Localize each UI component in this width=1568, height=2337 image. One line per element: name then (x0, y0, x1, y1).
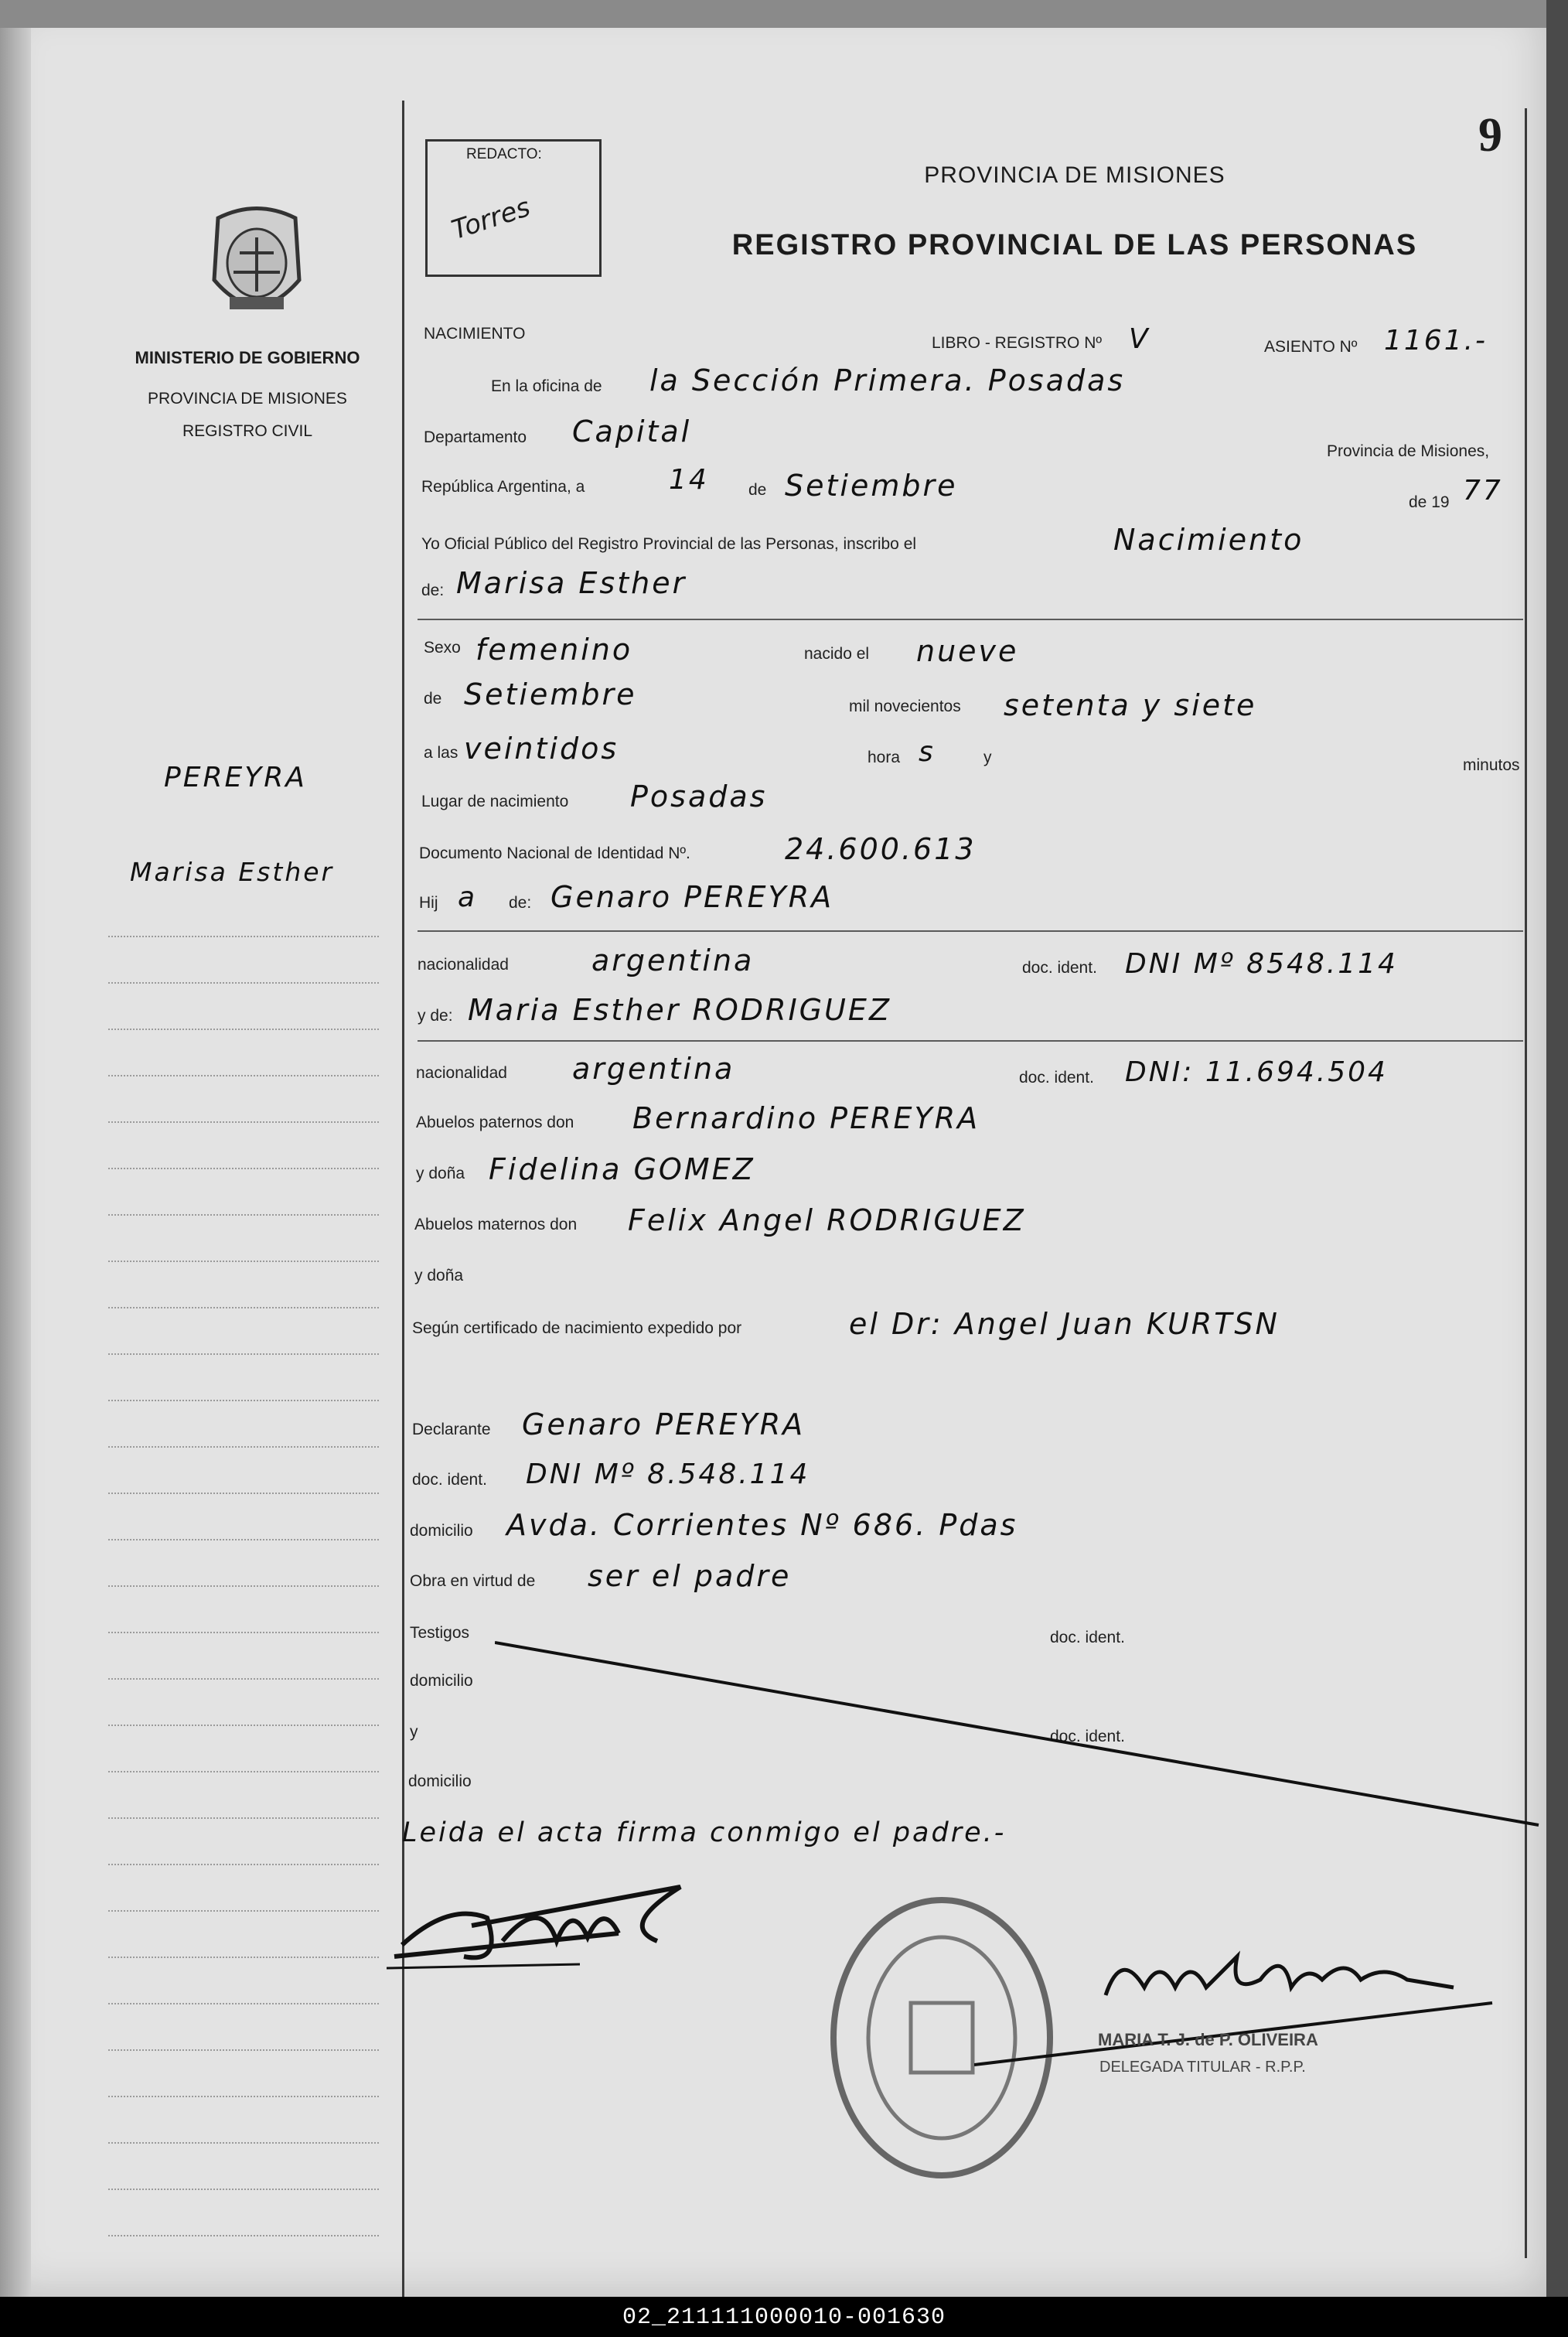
sexo-value: femenino (476, 633, 633, 667)
coat-of-arms-icon (203, 203, 311, 325)
margin-dotted-line (108, 1632, 379, 1633)
de-name-label: de: (421, 582, 445, 599)
margin-dotted-line (108, 982, 379, 984)
margin-dotted-line (108, 936, 379, 937)
margin-dotted-line (108, 1539, 379, 1540)
de2-label: de (424, 690, 442, 708)
margin-dotted-line (108, 1168, 379, 1169)
lugar-value: Posadas (630, 780, 768, 814)
margin-dotted-line (108, 1307, 379, 1308)
margin-dotted-line (108, 2235, 379, 2236)
margin-dotted-line (108, 1910, 379, 1912)
domicilio2-label: domicilio (410, 1672, 473, 1690)
margin-dotted-line (108, 1075, 379, 1076)
right-margin-line (1525, 108, 1527, 2258)
margin-dotted-line (108, 1493, 379, 1494)
margin-dotted-line (108, 1214, 379, 1216)
lugar-label: Lugar de nacimiento (421, 793, 569, 810)
section-divider (418, 1040, 1523, 1042)
oficina-value: la Sección Primera. Posadas (649, 363, 1126, 397)
dni-label: Documento Nacional de Identidad Nº. (419, 844, 690, 862)
redacto-label: REDACTO: (466, 146, 542, 162)
province-title: PROVINCIA DE MISIONES (924, 162, 1225, 188)
father-signature (387, 1871, 727, 1987)
margin-dotted-line (108, 1585, 379, 1587)
nac2-label: nacionalidad (416, 1064, 507, 1082)
margin-dotted-line (108, 1029, 379, 1030)
y2-label: y (410, 1723, 418, 1741)
docident2-label: doc. ident. (1019, 1069, 1094, 1087)
ministry-province: PROVINCIA DE MISIONES (148, 390, 347, 408)
obra-value: ser el padre (588, 1559, 792, 1593)
oficial-value: Nacimiento (1113, 523, 1304, 557)
month-value: Setiembre (785, 469, 958, 503)
nacido-month: Setiembre (464, 677, 637, 711)
margin-dotted-line (108, 2049, 379, 2051)
abmat-label: Abuelos maternos don (414, 1216, 578, 1233)
margin-dotted-line (108, 1353, 379, 1355)
margin-dotted-line (108, 1121, 379, 1123)
nacido-value: nueve (916, 634, 1019, 668)
ydona1-value: Fidelina GOMEZ (489, 1152, 755, 1186)
page-number: 9 (1478, 109, 1502, 162)
y-label: y (983, 749, 992, 766)
nacimiento-label: NACIMIENTO (424, 325, 526, 343)
day-value: 14 (669, 464, 709, 496)
ydona1-label: y doña (416, 1165, 465, 1182)
sexo-label: Sexo (424, 639, 461, 657)
asiento-value: 1161.- (1384, 325, 1488, 357)
mother-value: Maria Esther RODRIGUEZ (468, 993, 891, 1027)
redacto-signature: Torres (448, 191, 534, 247)
docident1-value: DNI Mº 8548.114 (1125, 948, 1398, 980)
name-value: Marisa Esther (456, 566, 687, 600)
margin-dotted-line (108, 1957, 379, 1958)
year-value: 77 (1463, 475, 1503, 507)
docident3-value: DNI Mº 8.548.114 (526, 1458, 810, 1490)
section-divider (418, 619, 1523, 620)
docident2-value: DNI: 11.694.504 (1125, 1056, 1388, 1088)
leida-value: Leida el acta firma conmigo el padre.- (402, 1817, 1007, 1848)
official-title: DELEGADA TITULAR - R.P.P. (1099, 2059, 1306, 2076)
book-spine (0, 0, 31, 2297)
month-de-label: de (748, 481, 767, 499)
docident3-label: doc. ident. (412, 1471, 487, 1489)
margin-dotted-line (108, 2142, 379, 2144)
registry-title: REGISTRO PROVINCIAL DE LAS PERSONAS (731, 229, 1418, 261)
section-divider (418, 930, 1523, 932)
certificado-label: Según certificado de nacimiento expedido por (412, 1319, 742, 1337)
mil-label: mil novecientos (849, 698, 961, 715)
domicilio3-label: domicilio (408, 1772, 472, 1790)
abpat-value: Bernardino PEREYRA (632, 1101, 980, 1135)
year-prefix: de 19 (1409, 493, 1450, 511)
hij-label: Hij (419, 894, 438, 912)
margin-dotted-line (108, 1864, 379, 1865)
footer-code: 02_211111000010-001630 (622, 2305, 946, 2331)
declarante-value: Genaro PEREYRA (522, 1407, 806, 1441)
nacido-label: nacido el (804, 645, 870, 663)
right-edge (1546, 0, 1568, 2297)
margin-given-names: Marisa Esther (130, 857, 335, 887)
margin-dotted-line (108, 1725, 379, 1726)
ministry-office: REGISTRO CIVIL (182, 422, 313, 440)
republica-label: República Argentina, a (421, 478, 585, 496)
hij-value: a (458, 882, 478, 913)
provincia-label: Provincia de Misiones, (1327, 442, 1490, 460)
declarante-label: Declarante (412, 1421, 491, 1438)
departamento-label: Departamento (424, 428, 527, 446)
abmat-value: Felix Angel RODRIGUEZ (628, 1203, 1026, 1237)
docident5-label: doc. ident. (1050, 1728, 1125, 1745)
footer-bar (0, 2297, 1568, 2337)
margin-dotted-line (108, 1400, 379, 1401)
domicilio-label: domicilio (410, 1522, 473, 1540)
margin-dotted-line (108, 2003, 379, 2004)
margin-dotted-line (108, 1678, 379, 1680)
margin-dotted-line (108, 2189, 379, 2190)
margin-dotted-line (108, 1817, 379, 1819)
dni-value: 24.600.613 (785, 832, 977, 866)
docident1-label: doc. ident. (1022, 959, 1097, 977)
margin-dotted-line (108, 2096, 379, 2097)
oficial-text: Yo Oficial Público del Registro Provincial de las Personas, inscribo el (421, 535, 917, 553)
ministry-name: MINISTERIO DE GOBIERNO (135, 348, 360, 367)
libro-label: LIBRO - REGISTRO Nº (932, 334, 1103, 352)
official-signature (974, 1933, 1500, 2073)
alas-value: veintidos (464, 732, 619, 766)
ydona2-label: y doña (414, 1267, 464, 1284)
nac1-label: nacionalidad (418, 956, 509, 974)
oficina-label: En la oficina de (491, 377, 602, 395)
asiento-label: ASIENTO Nº (1264, 338, 1358, 356)
margin-surname: PEREYRA (164, 762, 307, 793)
testigos-label: Testigos (410, 1624, 470, 1642)
minutos-label: minutos (1463, 756, 1520, 774)
nac2-value: argentina (572, 1052, 735, 1086)
nac1-value: argentina (591, 943, 755, 977)
hora-label: hora (868, 749, 901, 766)
margin-dotted-line (108, 1771, 379, 1772)
top-shadow (0, 0, 1568, 28)
official-name: MARIA T. J. de P. OLIVEIRA (1098, 2030, 1318, 2049)
domicilio-value: Avda. Corrientes Nº 686. Pdas (506, 1508, 1018, 1542)
hora-value: s (919, 736, 936, 768)
mil-value: setenta y siete (1004, 688, 1257, 722)
hij-de-label: de: (509, 894, 532, 912)
margin-dotted-line (108, 1261, 379, 1262)
redacto-box (425, 139, 602, 277)
margin-dotted-line (108, 1446, 379, 1448)
certificado-value: el Dr: Angel Juan KURTSN (849, 1307, 1280, 1341)
docident4-label: doc. ident. (1050, 1629, 1125, 1646)
strike-line (495, 1632, 1546, 1833)
yde-label: y de: (418, 1007, 453, 1025)
obra-label: Obra en virtud de (410, 1572, 536, 1590)
abpat-label: Abuelos paternos don (416, 1114, 574, 1131)
libro-value: V (1129, 323, 1150, 355)
father-value: Genaro PEREYRA (551, 880, 834, 914)
alas-label: a las (424, 744, 458, 762)
departamento-value: Capital (572, 415, 692, 449)
